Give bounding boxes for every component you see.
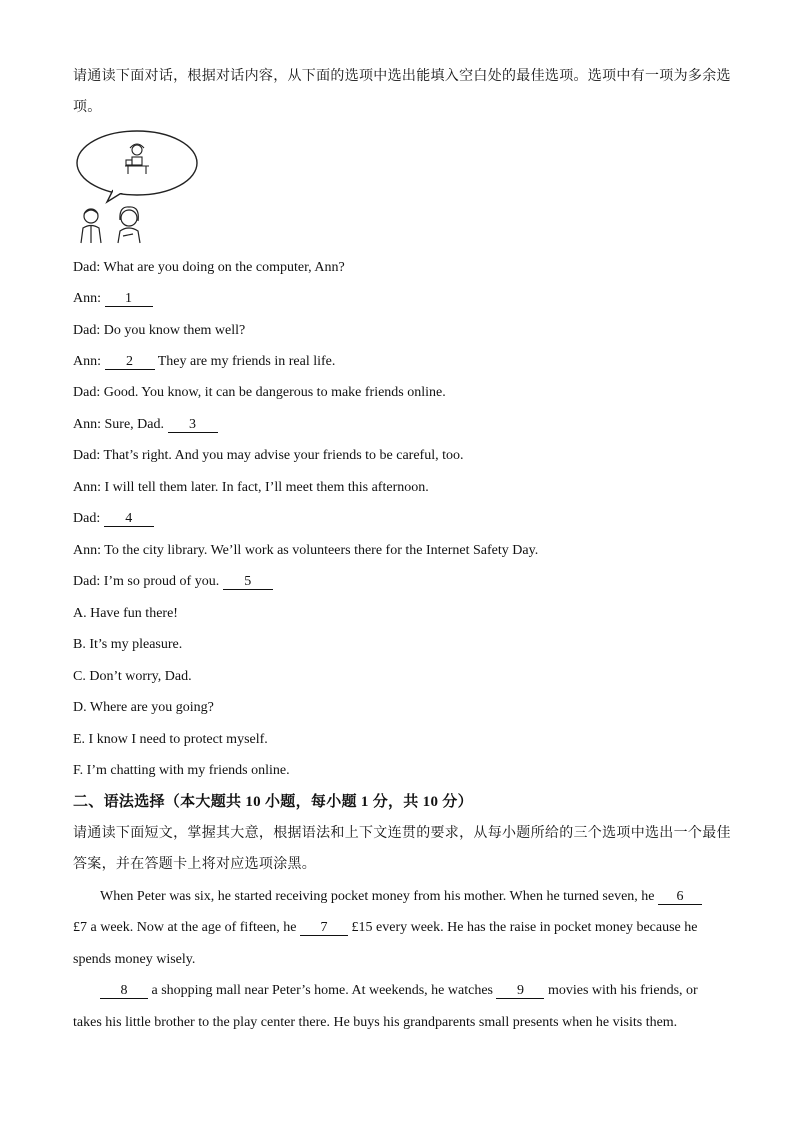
answer-blank-3[interactable]: 3 — [168, 417, 218, 433]
dialogue-speaker: Ann: — [73, 291, 105, 306]
dialogue-line-10 — [73, 542, 538, 560]
dialogue-text: Dad: What are you doing on the computer, Ann? — [73, 260, 345, 275]
option-c: C. Don’t worry, Dad. — [73, 669, 192, 684]
dialogue-line-11 — [73, 573, 273, 591]
answer-blank-1[interactable]: 1 — [105, 291, 153, 307]
answer-blank-7[interactable]: 7 — [300, 920, 348, 936]
option-d: D. Where are you going? — [73, 700, 214, 715]
passage-text: £15 every week. He has the raise in pocket money because he — [348, 920, 698, 935]
dialogue-text: Dad: I’m so proud of you. — [73, 574, 223, 589]
option-e: E. I know I need to protect myself. — [73, 732, 268, 747]
dad-figure-icon — [81, 209, 101, 243]
instruction-line-1: 请通读下面对话，根据对话内容，从下面的选项中选出能填入空白处的最佳选项。选项中有一项为多余选 — [73, 69, 731, 84]
option-b: B. It’s my pleasure. — [73, 637, 183, 652]
dialogue-illustration — [73, 128, 203, 246]
dialogue-line-3 — [73, 322, 245, 340]
dialogue-line-6 — [73, 416, 218, 434]
passage-line-4 — [100, 982, 698, 1000]
answer-blank-4[interactable]: 4 — [104, 511, 154, 527]
passage-line-3: spends money wisely. — [73, 952, 196, 967]
dialogue-line-1 — [73, 259, 345, 277]
answer-blank-9[interactable]: 9 — [496, 983, 544, 999]
computer-user-icon — [125, 144, 149, 174]
dialogue-line-5 — [73, 384, 446, 402]
dialogue-text: Ann: To the city library. We’ll work as volunteers there for the Internet Safety Day. — [73, 543, 539, 558]
passage-text: movies with his friends, or — [544, 983, 698, 998]
passage-line-5: takes his little brother to the play center there. He buys his grandparents small presents when he visits them. — [73, 1015, 678, 1030]
answer-blank-6[interactable]: 6 — [658, 889, 702, 905]
dialogue-line-8 — [73, 479, 429, 497]
instruction-line-2: 项。 — [73, 100, 102, 115]
dialogue-text: Ann: Sure, Dad. — [73, 417, 168, 432]
passage-text: a shopping mall near Peter’s home. At weekends, he watches — [148, 983, 497, 998]
section-instruction-line-2: 答案，并在答题卡上将对应选项涂黑。 — [73, 857, 317, 872]
dialogue-line-9 — [73, 510, 154, 528]
dialogue-line-4 — [73, 353, 335, 371]
ann-figure-icon — [118, 207, 140, 243]
dialogue-speaker: Ann: — [73, 354, 105, 369]
answer-blank-2[interactable]: 2 — [105, 354, 155, 370]
answer-blank-5[interactable]: 5 — [223, 574, 273, 590]
option-f: F. I’m chatting with my friends online. — [73, 763, 290, 778]
passage-line-2 — [73, 919, 698, 937]
dialogue-text: They are my friends in real life. — [154, 354, 336, 369]
dialogue-text: Dad: Do you know them well? — [73, 323, 246, 338]
dialogue-speaker: Dad: — [73, 511, 104, 526]
dialogue-text: Ann: I will tell them later. In fact, I’ll meet them this afternoon. — [73, 480, 429, 495]
option-a: A. Have fun there! — [73, 606, 178, 621]
answer-blank-8[interactable]: 8 — [100, 983, 148, 999]
dialogue-text: Dad: Good. You know, it can be dangerous to make friends online. — [73, 385, 446, 400]
dialogue-text: Dad: That’s right. And you may advise your friends to be careful, too. — [73, 448, 464, 463]
dialogue-line-2 — [73, 290, 153, 308]
passage-text: When Peter was six, he started receiving pocket money from his mother. When he turned seven, he — [100, 889, 659, 904]
section-instruction-line-1: 请通读下面短文，掌握其大意，根据语法和上下文连贯的要求，从每小题所给的三个选项中选出一个最佳 — [73, 826, 731, 841]
passage-text: £7 a week. Now at the age of fifteen, he — [73, 920, 301, 935]
dialogue-line-7 — [73, 447, 464, 465]
passage-line-1 — [100, 888, 702, 906]
section-heading: 二、语法选择（本大题共 10 小题，每小题 1 分，共 10 分） — [73, 794, 473, 810]
